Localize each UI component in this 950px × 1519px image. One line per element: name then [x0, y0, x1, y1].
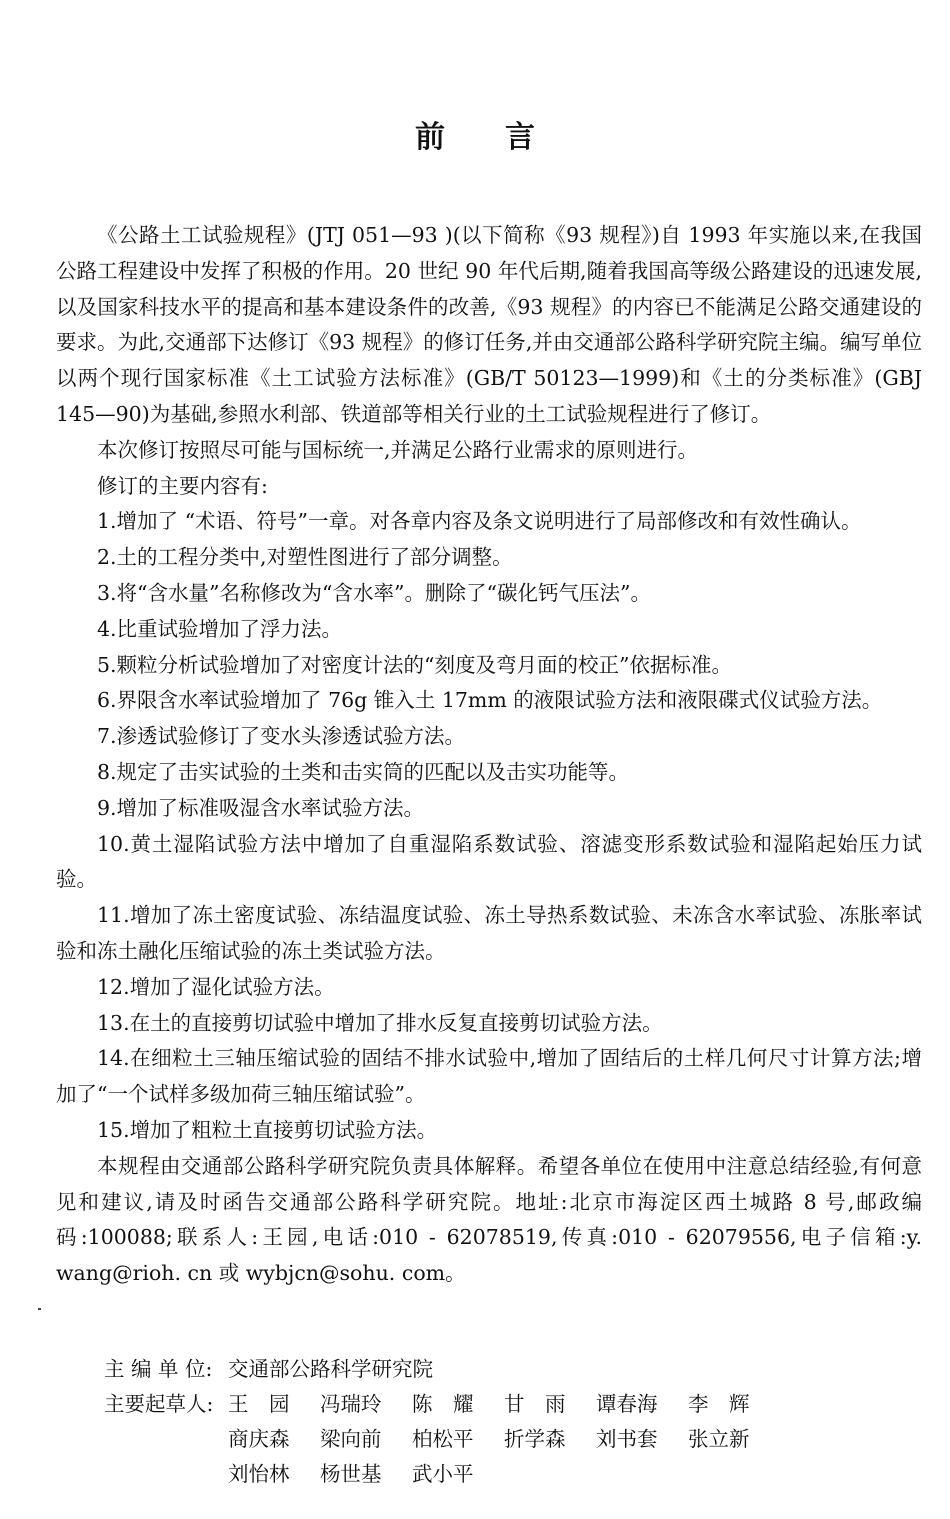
revision-item-2: 2.土的工程分类中,对塑性图进行了部分调整。 — [97, 545, 513, 570]
preface-body — [56, 218, 922, 1292]
revision-item-7: 7.渗透试验修订了变水头渗透试验方法。 — [97, 724, 466, 749]
drafter-name: 刘怡林 — [228, 1462, 290, 1486]
revision-item-3: 3.将“含水量”名称修改为“含水率”。删除了“碳化钙气压法”。 — [97, 580, 651, 605]
revision-item-15: 15.增加了粗粒土直接剪切试验方法。 — [97, 1117, 438, 1142]
revision-item-14: 14.在细粒土三轴压缩试验的固结不排水试验中,增加了固结后的土样几何尺寸计算方法;增加了“一个试样多级加荷三轴压缩试验”。 — [56, 1046, 922, 1107]
drafter-name: 梁向前 — [320, 1427, 382, 1451]
drafter-name: 刘书套 — [596, 1427, 658, 1451]
editor-label: 主 编 单 位: — [104, 1357, 213, 1381]
page-title — [0, 112, 950, 156]
drafter-name: 杨世基 — [320, 1462, 382, 1486]
revision-item-1: 1.增加了 “术语、符号”一章。对各章内容及条文说明进行了局部修改和有效性确认。 — [97, 509, 862, 534]
drafter-name: 冯瑞玲 — [320, 1392, 382, 1416]
revision-item-8: 8.规定了击实试验的土类和击实筒的匹配以及击实功能等。 — [97, 759, 630, 784]
scan-speck — [38, 1308, 41, 1310]
revision-item-10: 10.黄土湿陷试验方法中增加了自重湿陷系数试验、溶滤变形系数试验和湿陷起始压力试验。 — [56, 831, 922, 892]
paragraph-main-content-heading: 修订的主要内容有: — [97, 473, 268, 498]
revision-item-9: 9.增加了标准吸湿含水率试验方法。 — [97, 795, 425, 820]
credits-block — [104, 1352, 864, 1492]
paragraph-principle: 本次修订按照尽可能与国标统一,并满足公路行业需求的原则进行。 — [97, 437, 699, 462]
title-char-1: 前 — [415, 120, 445, 155]
revision-item-6: 6.界限含水率试验增加了 76g 锥入土 17mm 的液限试验方法和液限碟式仪试验方法。 — [97, 688, 883, 713]
revision-item-5: 5.颗粒分析试验增加了对密度计法的“刻度及弯月面的校正”依据标准。 — [97, 652, 733, 677]
drafter-name: 陈 耀 — [412, 1392, 474, 1416]
drafter-name: 商庆森 — [228, 1427, 290, 1451]
editor-value: 交通部公路科学研究院 — [228, 1357, 433, 1381]
drafters-row — [104, 1387, 864, 1492]
drafter-name: 谭春海 — [596, 1392, 658, 1416]
revision-item-13: 13.在土的直接剪切试验中增加了排水反复直接剪切试验方法。 — [97, 1010, 663, 1035]
title-char-2: 言 — [505, 120, 535, 155]
revision-item-12: 12.增加了湿化试验方法。 — [97, 974, 335, 999]
revision-item-4: 4.比重试验增加了浮力法。 — [97, 616, 343, 641]
drafter-name: 甘 雨 — [504, 1392, 566, 1416]
editor-row — [104, 1352, 864, 1387]
drafter-name: 李 辉 — [688, 1392, 750, 1416]
drafter-name: 王 园 — [228, 1392, 290, 1416]
drafters-list — [228, 1387, 780, 1492]
drafter-name: 张立新 — [688, 1427, 750, 1451]
drafters-label: 主要起草人: — [104, 1392, 214, 1416]
drafter-name: 折学森 — [504, 1427, 566, 1451]
drafter-name: 柏松平 — [412, 1427, 474, 1451]
drafter-name: 武小平 — [412, 1462, 474, 1486]
paragraph-contact: 本规程由交通部公路科学研究院负责具体解释。希望各单位在使用中注意总结经验,有何意见和建议,请及时函告交通部公路科学研究院。地址:北京市海淀区西土城路 8 号,邮政编码:100088;联系人:王园,电话:010 - 62078519,传真:010 - 62079556,电子信箱:y. wang@rioh. cn 或 wybjcn@sohu. com。 — [56, 1153, 922, 1286]
revision-item-11: 11.增加了冻土密度试验、冻结温度试验、冻土导热系数试验、未冻含水率试验、冻胀率试验和冻土融化压缩试验的冻土类试验方法。 — [56, 903, 922, 963]
paragraph-intro: 《公路土工试验规程》(JTJ 051—93 )(以下简称《93 规程》)自 1993 年实施以来,在我国公路工程建设中发挥了积极的作用。20 世纪 90 年代后期,随着我国高等级公路建设的迅速发展,以及国家科技水平的提高和基本建设条件的改善,《93 规程》的内容已不能满足公路交通建设的要求。为此,交通部下达修订《93 规程》的修订任务,并由交通部公路科学研究院主编。编写单位以两个现行国家标准《土工试验方法标准》(GB/T 50123—1999)和《土的分类标准》(GBJ 145—90)为基础,参照水利部、铁道部等相关行业的土工试验规程进行了修订。 — [56, 223, 922, 426]
